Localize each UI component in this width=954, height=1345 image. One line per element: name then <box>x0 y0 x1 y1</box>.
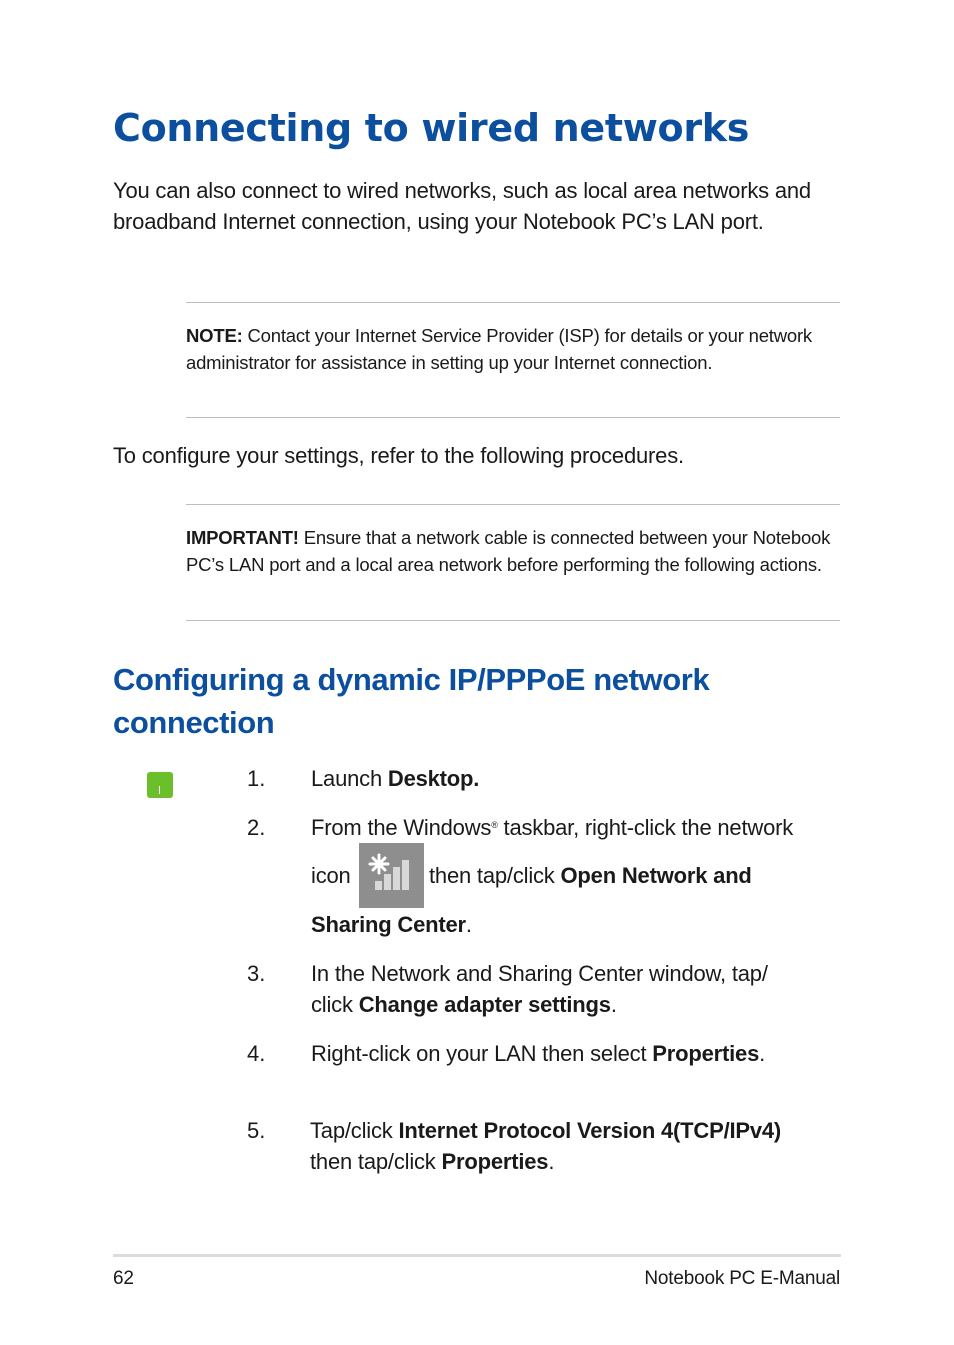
step-2-line-2b: then tap/click Open Network and <box>429 863 752 888</box>
step-4-number: 4. <box>247 1041 266 1066</box>
touchpad-hint-icon <box>147 772 173 798</box>
step-1-number: 1. <box>247 766 266 791</box>
footer-rule <box>113 1254 841 1257</box>
step-3-line-1: In the Network and Sharing Center window, tap/ <box>311 961 768 986</box>
step-2-line-3: Sharing Center. <box>311 912 472 937</box>
section-subheading: Configuring a dynamic IP/PPPoE network connection <box>113 662 710 740</box>
step-5-line-1: Tap/click Internet Protocol Version 4(TCP/IPv4) <box>310 1118 782 1143</box>
manual-title: Notebook PC E-Manual <box>644 1268 840 1289</box>
network-signal-icon-graphic <box>359 843 424 908</box>
intro-paragraph: You can also connect to wired networks, such as local area networks and broadband Internet connection, using your Notebook PC’s LAN port. <box>113 178 811 234</box>
step-2-line-2a: icon <box>311 863 351 888</box>
step-1-text: Launch Desktop. <box>311 766 480 791</box>
important-bottom-rule <box>186 620 840 621</box>
configure-paragraph: To configure your settings, refer to the following procedures. <box>113 443 684 468</box>
note-label: NOTE: <box>186 325 243 346</box>
important-top-rule <box>186 504 840 505</box>
important-label: IMPORTANT! <box>186 527 299 548</box>
step-5-line-2: then tap/click Properties. <box>310 1149 555 1174</box>
step-3-line-2: click Change adapter settings. <box>311 992 617 1017</box>
note-bottom-rule <box>186 417 840 418</box>
page-number: 62 <box>113 1268 134 1289</box>
note-text: Contact your Internet Service Provider (ISP) for details or your network administrator for assistance in setting up your Internet connection. <box>186 325 812 373</box>
step-2-line-1: From the Windows® taskbar, right-click the network <box>311 815 794 840</box>
network-signal-icon <box>359 843 424 908</box>
important-text: Ensure that a network cable is connected between your Notebook PC’s LAN port and a local area network before performing the following actions. <box>186 527 831 575</box>
step-2-number: 2. <box>247 815 266 840</box>
important-box <box>186 524 836 578</box>
step-3-number: 3. <box>247 961 266 986</box>
note-top-rule <box>186 302 840 303</box>
note-box <box>186 322 836 376</box>
step-5-number: 5. <box>247 1118 266 1143</box>
page-title: Connecting to wired networks <box>113 106 750 150</box>
step-4-text: Right-click on your LAN then select Properties. <box>311 1041 766 1066</box>
